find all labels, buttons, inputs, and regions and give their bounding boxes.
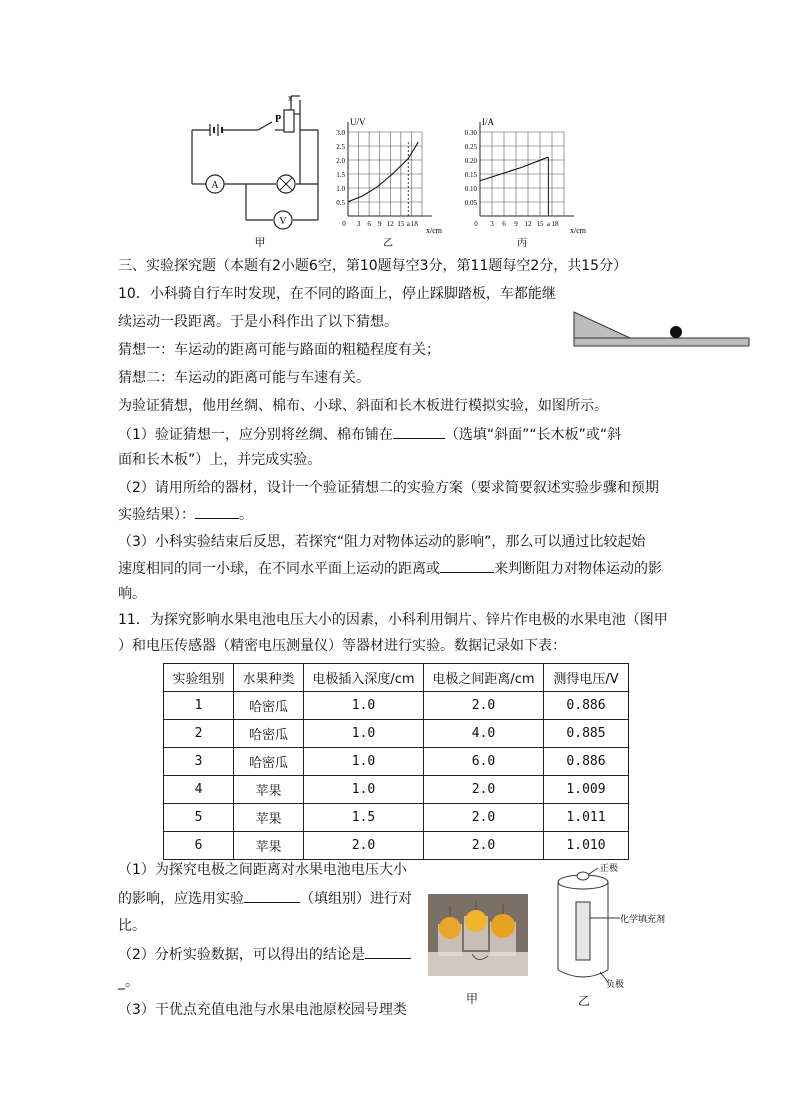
q11-p2-line1: [118, 944, 411, 965]
q10-guess2: 猜想二：车运动的距离可能与车速有关。: [118, 370, 370, 386]
table-header: 电极插入深度/cm: [304, 664, 424, 692]
curve-line: [480, 157, 548, 181]
table-cell: 1.011: [544, 804, 629, 832]
table-header: 实验组别: [164, 664, 234, 692]
graph-yi-grid: [336, 122, 432, 228]
table-cell: 1.009: [544, 776, 629, 804]
q11-p1-blank[interactable]: [244, 888, 300, 903]
table-row: [164, 776, 629, 804]
graph-yi: [330, 112, 470, 252]
q10-p3-line2: [118, 558, 662, 579]
q11-p2-blank[interactable]: [365, 944, 411, 959]
y-tick-label: 1.5: [336, 171, 345, 179]
q10-p3-line1: （3）小科实验结束后反思，若探究“阻力对物体运动的影响”，那么可以通过比较起始: [118, 534, 646, 550]
x-tick-label: 6: [367, 220, 371, 228]
x-tick-label: 9: [377, 220, 382, 228]
lamp-icon: [277, 175, 295, 193]
circuit-caption: 甲: [254, 236, 266, 249]
graph-bing-xlabel: x/cm: [570, 226, 586, 235]
q10-p1-text-b: （选填“斜面”“长木板”或“斜: [444, 427, 622, 443]
y-tick-label: 1.0: [336, 185, 345, 193]
x-tick-label: a: [406, 220, 410, 228]
x-tick-label: a: [546, 220, 550, 228]
x-tick-label: 18: [551, 220, 559, 228]
table-cell: 4.0: [424, 720, 544, 748]
q10-p1-text-a: （1）验证猜想一，应分别将丝绸、棉布铺在: [118, 427, 393, 443]
y-tick-label: 3.0: [336, 129, 345, 137]
table-cell: 1.0: [304, 692, 424, 720]
y-tick-label: 0.10: [464, 185, 477, 193]
fruit-battery-photo: [428, 894, 528, 976]
x-mark-label: x: [288, 93, 293, 103]
q10-p3-text-b: 来判断阻力对物体运动的影: [494, 561, 662, 577]
table-cell: 2.0: [424, 692, 544, 720]
y-tick-label: 2.0: [336, 157, 345, 165]
graph-bing-ylabel: I/A: [482, 117, 494, 127]
table-row: [164, 748, 629, 776]
circuit-diagram: [180, 92, 330, 252]
q10-line1: 10．小科骑自行车时发现，在不同的路面上，停止踩脚踏板，车都能继: [118, 286, 556, 302]
q11-p1-line1: （1）为探究电极之间距离对水果电池电压大小: [118, 862, 407, 878]
ball-icon: [670, 326, 682, 338]
q10-part1: [118, 424, 621, 445]
positive-label: 正极: [600, 864, 619, 874]
table-cell: 6.0: [424, 748, 544, 776]
x-tick-label: 12: [524, 220, 532, 228]
table-cell: 1.0: [304, 776, 424, 804]
table-cell: 5: [164, 804, 234, 832]
data-table: [163, 663, 629, 860]
table-cell: 哈密瓜: [234, 692, 304, 720]
q10-p1-blank[interactable]: [393, 424, 445, 439]
q10-p3-line3: 响。: [118, 586, 146, 602]
table-cell: 1.010: [544, 832, 629, 860]
dry-cell-diagram: [548, 862, 678, 990]
incline-figure: [572, 308, 752, 350]
table-cell: 2: [164, 720, 234, 748]
x-tick-label: 6: [502, 220, 506, 228]
section-heading: 三、实验探究题（本题有2小题6空，第10题每空3分，第11题每空2分，共15分）: [118, 258, 628, 274]
graph-bing-grid: [465, 122, 574, 228]
fruit-photo-caption: 甲: [466, 992, 479, 1006]
table-cell: 哈密瓜: [234, 720, 304, 748]
graph-bing-caption: 丙: [517, 238, 527, 249]
q10-p3-text-a: 速度相同的同一小球，在不同水平面上运动的距离或: [118, 561, 440, 577]
y-tick-label: 0.20: [464, 157, 477, 165]
graph-yi-ylabel: U/V: [350, 117, 366, 127]
table-cell: 0.886: [544, 748, 629, 776]
q11-p2-line2: _。: [118, 974, 139, 990]
q11-p3-line1: （3）干优点充值电池与水果电池原校园号理类: [118, 1002, 407, 1018]
x-tick-label: 0: [342, 220, 346, 228]
q11-line1: 11．为探究影响水果电池电压大小的因素，小科利用铜片、锌片作电极的水果电池（图甲: [118, 612, 668, 628]
x-tick-label: 3: [490, 220, 494, 228]
y-tick-label: 2.5: [336, 143, 345, 151]
y-tick-label: 0.5: [336, 199, 345, 207]
q10-guess1: 猜想一：车运动的距离可能与路面的粗糙程度有关；: [118, 342, 440, 358]
graph-bing: [452, 112, 602, 252]
table-header: 测得电压/V: [544, 664, 629, 692]
voltmeter-label: V: [279, 216, 287, 227]
ammeter-icon: [206, 175, 224, 193]
dry-cell-caption: 乙: [578, 994, 591, 1008]
x-tick-label: 18: [410, 220, 418, 228]
y-tick-label: 0.05: [464, 199, 477, 207]
table-cell: 3: [164, 748, 234, 776]
table-cell: 0.885: [544, 720, 629, 748]
q10-p2-text: 实验结果）：: [118, 507, 195, 523]
table-cell: 苹果: [234, 776, 304, 804]
q10-intro: 为验证猜想，他用丝绸、棉布、小球、斜面和长木板进行模拟实验，如图所示。: [118, 398, 608, 414]
graph-yi-caption: 乙: [383, 238, 393, 249]
table-cell: 6: [164, 832, 234, 860]
x-tick-label: 0: [474, 220, 478, 228]
table-header: 电极之间距离/cm: [424, 664, 544, 692]
q10-p2-line1: （2）请用所给的器材，设计一个验证猜想二的实验方案（要求简要叙述实验步骤和预期: [118, 480, 659, 496]
table-cell: 2.0: [304, 832, 424, 860]
negative-label: 负极: [606, 980, 625, 990]
q10-line2: 续运动一段距离。于是小科作出了以下猜想。: [118, 314, 398, 330]
battery-icon: [210, 124, 222, 136]
y-tick-label: 0.15: [464, 171, 477, 179]
q11-p1-text-a: 的影响，应选用实验: [118, 891, 244, 907]
table-cell: 2.0: [424, 776, 544, 804]
table-header-row: [164, 664, 629, 692]
ammeter-label: A: [211, 180, 219, 191]
filler-label: 化学填充剂: [620, 915, 666, 925]
q10-p1-cont: 面和长木板”）上，并完成实验。: [118, 452, 322, 468]
table-cell: 1.0: [304, 748, 424, 776]
table-cell: 4: [164, 776, 234, 804]
q10-p2-end: 。: [239, 507, 253, 523]
q11-p1-line2: [118, 888, 412, 909]
x-tick-label: 12: [386, 220, 394, 228]
table-header: 水果种类: [234, 664, 304, 692]
table-cell: 2.0: [424, 804, 544, 832]
table-row: [164, 692, 629, 720]
table-cell: 2.0: [424, 832, 544, 860]
q11-p2-text: （2）分析实验数据，可以得出的结论是: [118, 947, 365, 963]
q10-p3-blank[interactable]: [440, 558, 494, 573]
y-tick-label: 0.30: [464, 129, 477, 137]
x-tick-label: 3: [356, 220, 361, 228]
table-cell: 1.5: [304, 804, 424, 832]
x-tick-label: 15: [397, 220, 405, 228]
table-cell: 哈密瓜: [234, 748, 304, 776]
graph-yi-xlabel: x/cm: [426, 226, 442, 235]
x-tick-label: 9: [514, 220, 518, 228]
table-cell: 苹果: [234, 832, 304, 860]
y-tick-label: 0.25: [464, 143, 477, 151]
q11-line2: ）和电压传感器（精密电压测量仪）等器材进行实验。数据记录如下表：: [118, 638, 566, 654]
q10-p2-blank[interactable]: [195, 504, 239, 519]
q11-p1-text-b: （填组别）进行对: [300, 891, 412, 907]
table-row: [164, 804, 629, 832]
table-cell: 1.0: [304, 720, 424, 748]
table-row: [164, 720, 629, 748]
slider-label: P: [275, 114, 282, 125]
table-row: [164, 832, 629, 860]
q10-p2-line2: [118, 504, 253, 525]
voltmeter-icon: [274, 211, 292, 229]
table-cell: 苹果: [234, 804, 304, 832]
x-tick-label: 15: [536, 220, 544, 228]
q11-p1-line3: 比。: [118, 918, 146, 934]
table-cell: 1: [164, 692, 234, 720]
table-cell: 0.886: [544, 692, 629, 720]
